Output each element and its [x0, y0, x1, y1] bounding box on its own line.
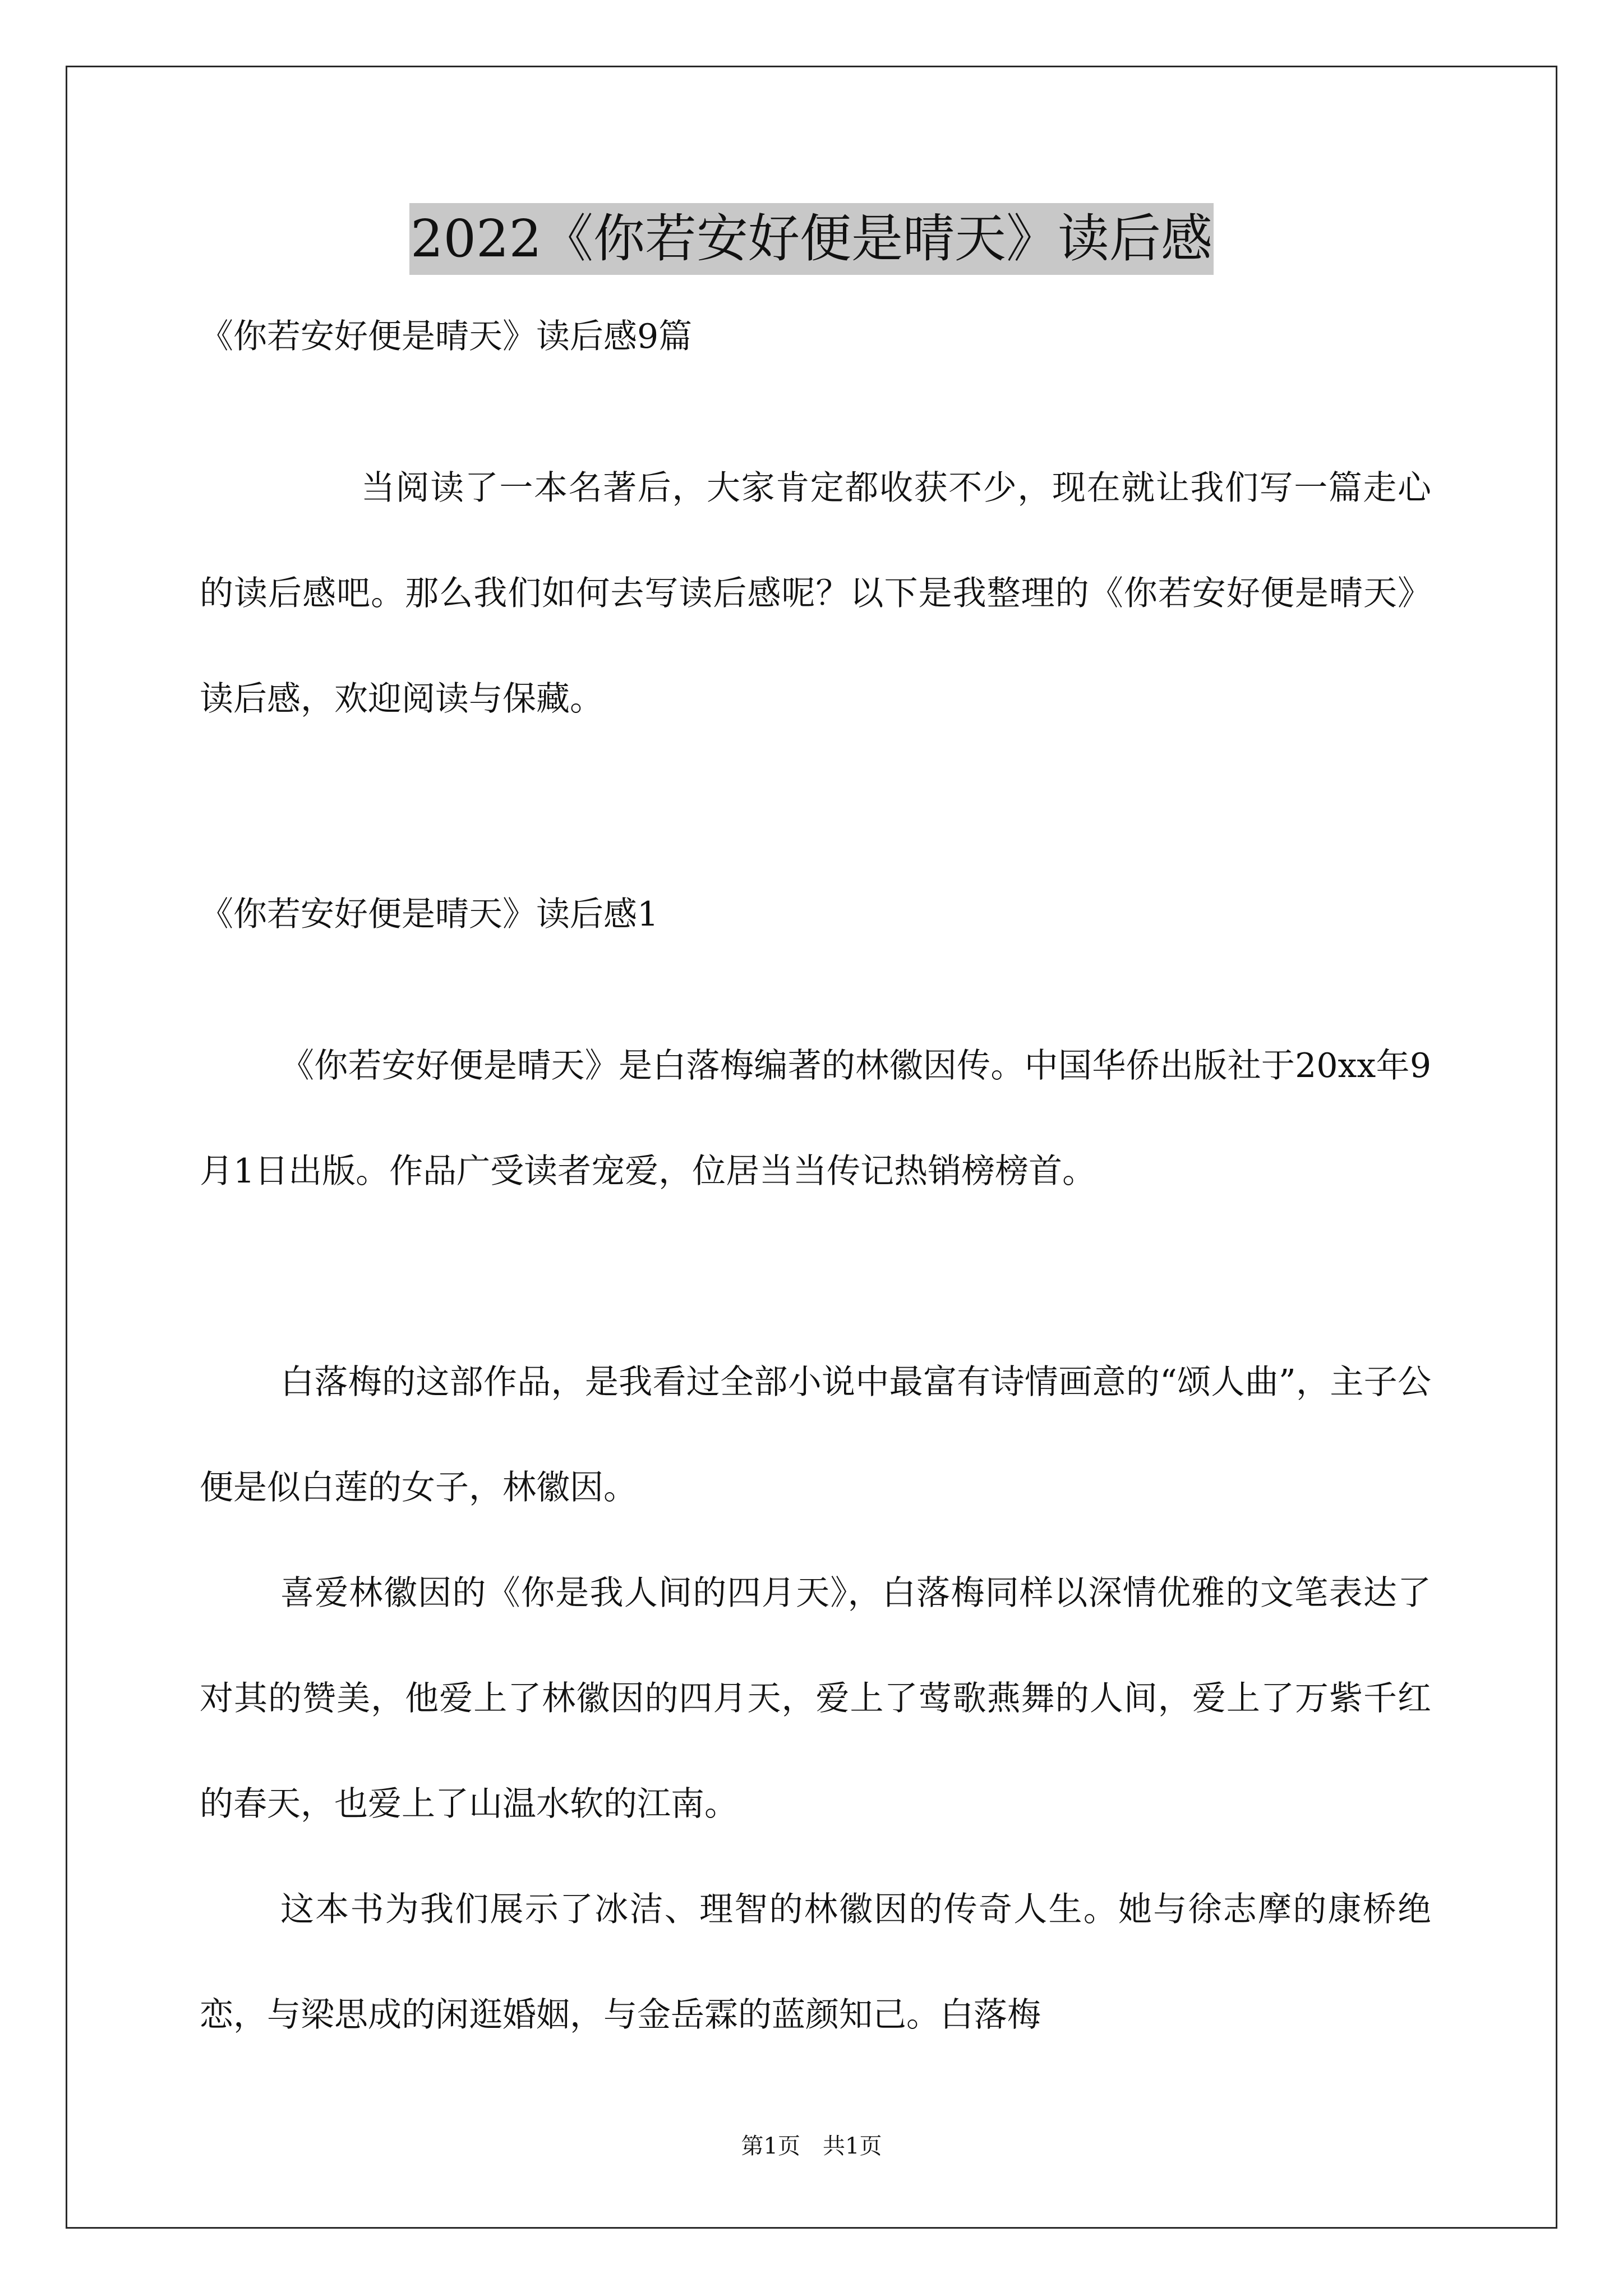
body-paragraph-3: 喜爱林徽因的《你是我人间的四月天》，白落梅同样以深情优雅的文笔表达了对其的赞美，他爱上了林徽因的四月天，爱上了莺歌燕舞的人间，爱上了万紫千红的春天，也爱上了山温水软的江南。 — [200, 1573, 1431, 1824]
body-paragraph-4: 这本书为我们展示了冰洁、理智的林徽因的传奇人生。她与徐志摩的康桥绝恋，与梁思成的闲逛婚姻，与金岳霖的蓝颜知己。白落梅 — [200, 1890, 1431, 2035]
page-footer: 第1页 共1页 — [741, 2133, 882, 2159]
title-container — [0, 203, 1623, 275]
document-subtitle: 《你若安好便是晴天》读后感9篇 — [200, 317, 693, 356]
intro-paragraph: 当阅读了一本名著后，大家肯定都收获不少，现在就让我们写一篇走心的读后感吧。那么我们如何去写读后感呢？以下是我整理的《你若安好便是晴天》读后感，欢迎阅读与保藏。 — [200, 468, 1431, 719]
section-heading: 《你若安好便是晴天》读后感1 — [200, 895, 659, 934]
document-title: 2022《你若安好便是晴天》读后感 — [409, 203, 1214, 275]
body-paragraph-1: 《你若安好便是晴天》是白落梅编著的林徽因传。中国华侨出版社于20xx年9月1日出版。作品广受读者宠爱，位居当当传记热销榜榜首。 — [200, 1046, 1431, 1191]
body-paragraph-2: 白落梅的这部作品，是我看过全部小说中最富有诗情画意的“颂人曲”，主子公便是似白莲的女子，林徽因。 — [200, 1363, 1431, 1507]
